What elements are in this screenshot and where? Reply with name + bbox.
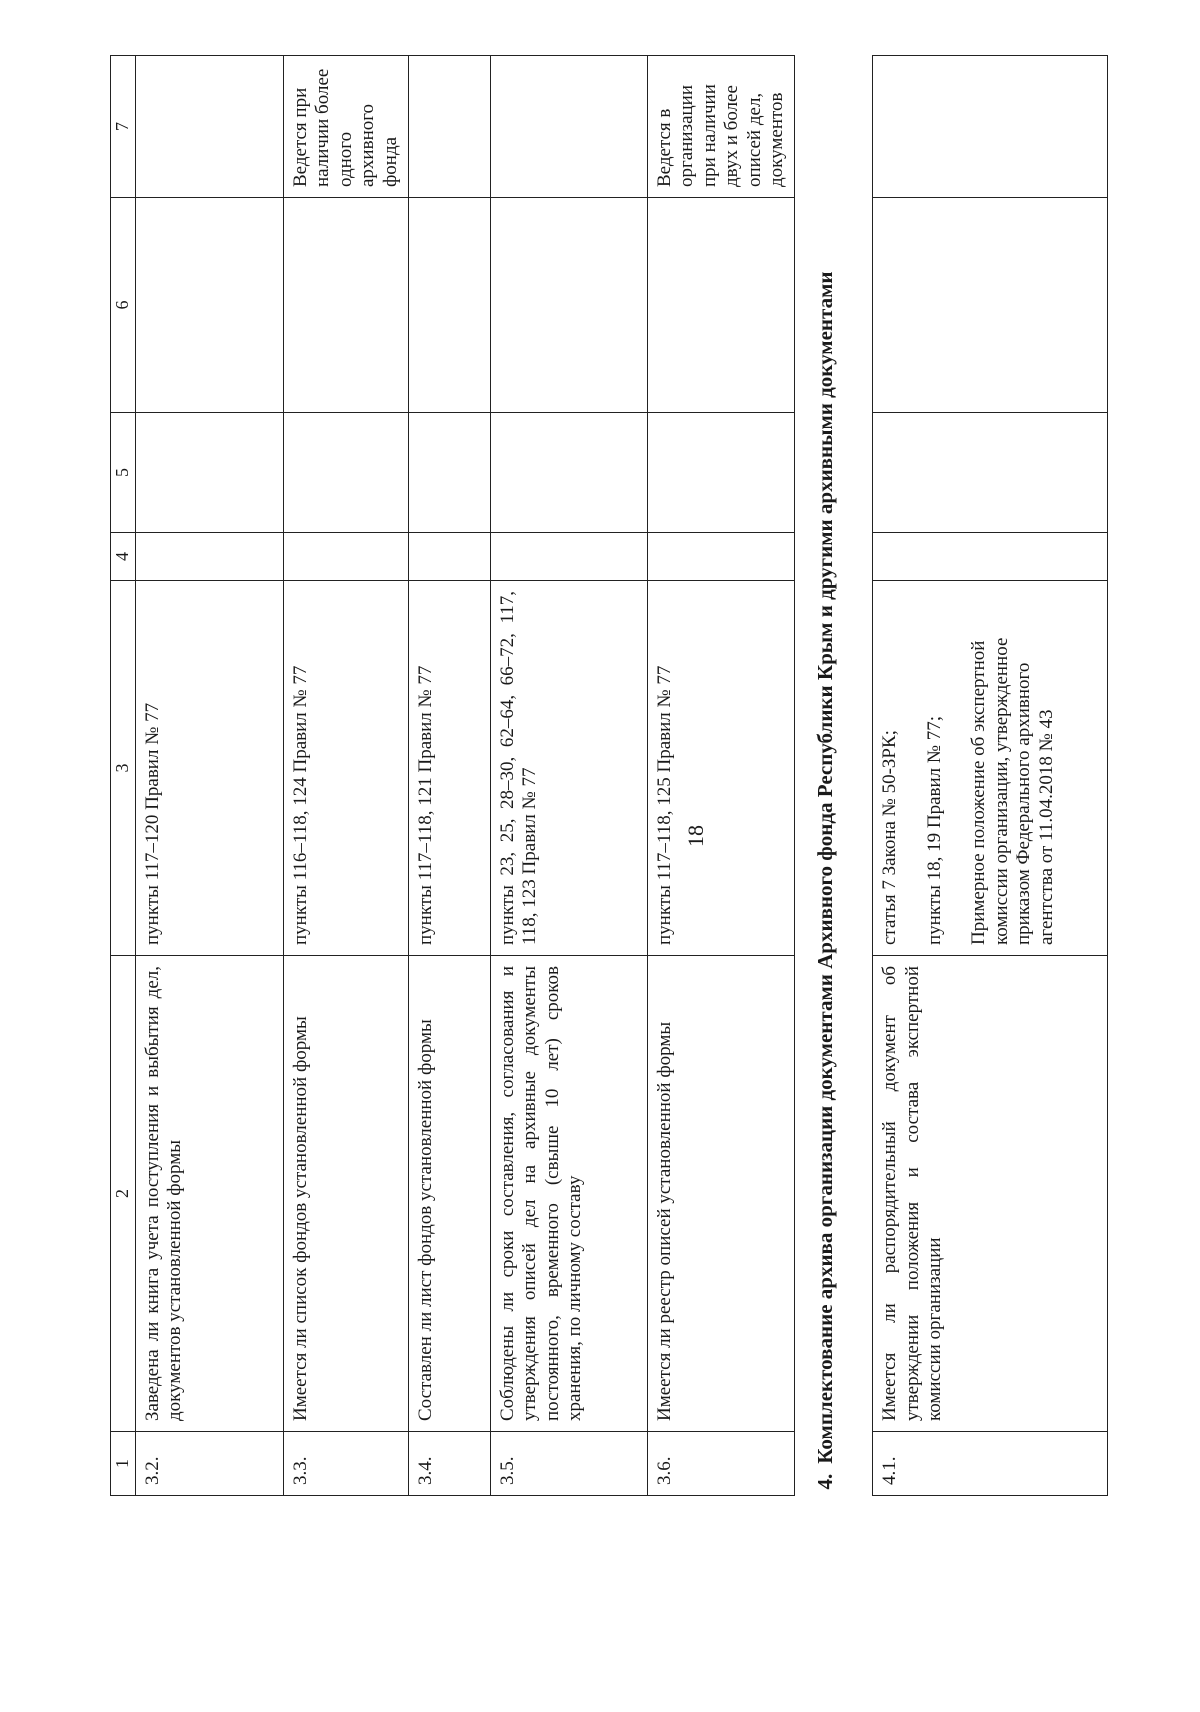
row-number: 3.4.: [409, 1432, 491, 1496]
column-number: 2: [111, 956, 136, 1432]
table-row: [136, 56, 284, 1496]
column-number: 4: [111, 533, 136, 581]
row-number: 3.2.: [136, 1432, 284, 1496]
question-cell: Заведена ли книга учета поступления и выбытия дел, документов установленной формы: [136, 956, 284, 1432]
table-row: [873, 56, 1108, 1496]
answer-cell: [648, 413, 795, 533]
basis-cell: [873, 581, 1108, 956]
row-number: 3.5.: [491, 1432, 648, 1496]
question-cell: Имеется ли список фондов установленной формы: [284, 956, 409, 1432]
section-number: 4.: [813, 1473, 838, 1490]
answer-cell: [409, 413, 491, 533]
basis-line: Примерное положение об экспертной комиссии организации, утвержденное приказом Федерального архивного агентства от 11.04.2018 № 43: [968, 637, 1057, 945]
note-cell: Ведется при наличии более одного архивного фонда: [284, 56, 409, 198]
table-row: [648, 56, 795, 1496]
table-row: [284, 56, 409, 1496]
note-cell: [136, 56, 284, 198]
page-number: 18: [683, 825, 708, 847]
section-heading-row: [795, 56, 873, 1496]
column-number: 1: [111, 1432, 136, 1496]
question-cell: Составлен ли лист фондов установленной формы: [409, 956, 491, 1432]
answer-cell: [284, 198, 409, 413]
answer-cell: [648, 198, 795, 413]
answer-cell: [284, 533, 409, 581]
section-heading: [795, 56, 873, 1496]
note-cell: [409, 56, 491, 198]
basis-line: пункты 18, 19 Правил № 77;: [923, 715, 945, 945]
note-cell: [491, 56, 648, 198]
answer-cell: [136, 533, 284, 581]
answer-cell: [136, 198, 284, 413]
basis-cell: пункты 116–118, 124 Правил № 77: [284, 581, 409, 956]
column-number: 7: [111, 56, 136, 198]
row-number: 4.1.: [873, 1432, 1108, 1496]
answer-cell: [873, 533, 1108, 581]
question-cell: Имеется ли распорядительный документ об утверждении положения и состава экспертной комиссии организации: [873, 956, 1108, 1432]
question-cell: Имеется ли реестр описей установленной формы: [648, 956, 795, 1432]
answer-cell: [648, 533, 795, 581]
column-number: 3: [111, 581, 136, 956]
basis-cell: пункты 23, 25, 28–30, 62–64, 66–72, 117, 118, 123 Правил № 77: [491, 581, 648, 956]
column-number: 6: [111, 198, 136, 413]
note-cell: Ведется в организации при наличии двух и более описей дел, документов: [648, 56, 795, 198]
rotated-table-container: [110, 56, 1130, 1496]
answer-cell: [409, 198, 491, 413]
table-row: [491, 56, 648, 1496]
column-number-row: [111, 56, 136, 1496]
inspection-table: [110, 55, 1108, 1496]
table-row: [409, 56, 491, 1496]
answer-cell: [873, 198, 1108, 413]
row-number: 3.6.: [648, 1432, 795, 1496]
basis-cell: пункты 117–118, 121 Правил № 77: [409, 581, 491, 956]
row-number: 3.3.: [284, 1432, 409, 1496]
column-number: 5: [111, 413, 136, 533]
basis-line: статья 7 Закона № 50-ЗРК;: [879, 730, 901, 945]
question-cell: Соблюдены ли сроки составления, согласования и утверждения описей дел на архивные документы постоянного, временного (свыше 10 лет) сроков хранения, по личному составу: [491, 956, 648, 1432]
answer-cell: [491, 533, 648, 581]
section-title: Комплектование архива организации документами Архивного фонда Республики Крым и другими архивными документами: [813, 271, 838, 1464]
answer-cell: [491, 198, 648, 413]
answer-cell: [409, 533, 491, 581]
answer-cell: [136, 413, 284, 533]
answer-cell: [873, 413, 1108, 533]
note-cell: [873, 56, 1108, 198]
basis-cell: пункты 117–118, 125 Правил № 77: [648, 581, 795, 956]
answer-cell: [491, 413, 648, 533]
basis-cell: пункты 117–120 Правил № 77: [136, 581, 284, 956]
answer-cell: [284, 413, 409, 533]
